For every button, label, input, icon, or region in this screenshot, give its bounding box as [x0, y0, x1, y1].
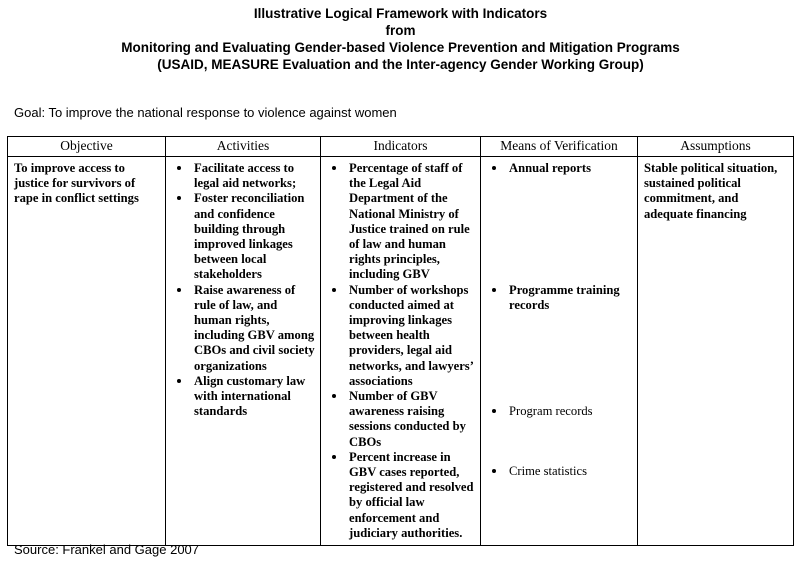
table-row	[8, 157, 794, 546]
title-line-1: Illustrative Logical Framework with Indicators	[253, 6, 548, 21]
list-item	[327, 450, 475, 541]
indicators-list	[327, 161, 475, 541]
indicator-text: Percentage of staff of the Legal Aid Department of the National Ministry of Justice trained on rule of law and human rights principles, including GBV	[349, 161, 470, 282]
activity-text: Foster reconciliation and confidence building through improved linkages between local stakeholders	[194, 191, 305, 282]
column-header-objective: Objective	[8, 137, 166, 157]
bullet-icon	[492, 469, 496, 473]
cell-assumptions	[638, 157, 794, 546]
bullet-icon	[177, 288, 181, 292]
bullet-icon	[177, 166, 181, 170]
list-item	[487, 283, 632, 313]
means-text: Programme training records	[509, 283, 620, 313]
activities-list	[172, 161, 315, 419]
bullet-icon	[332, 166, 336, 170]
cell-means-of-verification	[481, 157, 638, 546]
means-text: Program records	[509, 404, 593, 418]
bullet-icon	[332, 455, 336, 459]
list-item	[327, 283, 475, 389]
logical-framework-table	[7, 136, 794, 546]
column-header-assumptions: Assumptions	[638, 137, 794, 157]
source-citation: Source: Frankel and Gage 2007	[14, 542, 200, 557]
means-text: Annual reports	[509, 161, 591, 175]
activity-text: Align customary law with international standards	[194, 373, 306, 419]
column-header-indicators: Indicators	[321, 137, 481, 157]
column-header-activities: Activities	[166, 137, 321, 157]
title-line-4: (USAID, MEASURE Evaluation and the Inter-agency Gender Working Group)	[157, 57, 644, 72]
list-item	[327, 161, 475, 283]
list-item	[487, 464, 632, 479]
cell-activities	[166, 157, 321, 546]
list-item	[327, 389, 475, 450]
bullet-icon	[332, 394, 336, 398]
list-item	[172, 283, 315, 374]
objective-text: To improve access to justice for survivors of rape in conflict settings	[14, 161, 139, 206]
list-item	[172, 161, 315, 191]
assumptions-text: Stable political situation, sustained political commitment, and adequate financing	[644, 161, 778, 221]
bullet-icon	[492, 409, 496, 413]
means-of-verification-list	[487, 161, 632, 541]
document-title	[0, 5, 801, 73]
means-text: Crime statistics	[509, 464, 588, 478]
table-header-row	[8, 137, 794, 157]
bullet-icon	[177, 379, 181, 383]
bullet-icon	[492, 288, 496, 292]
column-header-means-of-verification: Means of Verification	[481, 137, 638, 157]
list-item	[487, 161, 632, 176]
bullet-icon	[177, 196, 181, 200]
title-line-2: from	[385, 23, 416, 38]
title-line-3: Monitoring and Evaluating Gender-based Violence Prevention and Mitigation Programs	[121, 40, 680, 55]
bullet-icon	[492, 166, 496, 170]
list-item	[172, 374, 315, 420]
list-item	[172, 191, 315, 282]
goal-statement: Goal: To improve the national response to violence against women	[14, 105, 397, 120]
bullet-icon	[332, 288, 336, 292]
list-item	[487, 404, 632, 419]
activity-text: Facilitate access to legal aid networks;	[194, 161, 297, 191]
cell-objective	[8, 157, 166, 546]
indicator-text: Percent increase in GBV cases reported, registered and resolved by official law enforcement and judiciary authorities.	[349, 449, 474, 540]
activity-text: Raise awareness of rule of law, and human rights, including GBV among CBOs and civil society organizations	[194, 282, 315, 373]
indicator-text: Number of workshops conducted aimed at improving linkages between health providers, legal aid networks, and lawyers’ associations	[349, 282, 473, 388]
indicator-text: Number of GBV awareness raising sessions conducted by CBOs	[349, 389, 466, 449]
cell-indicators	[321, 157, 481, 546]
